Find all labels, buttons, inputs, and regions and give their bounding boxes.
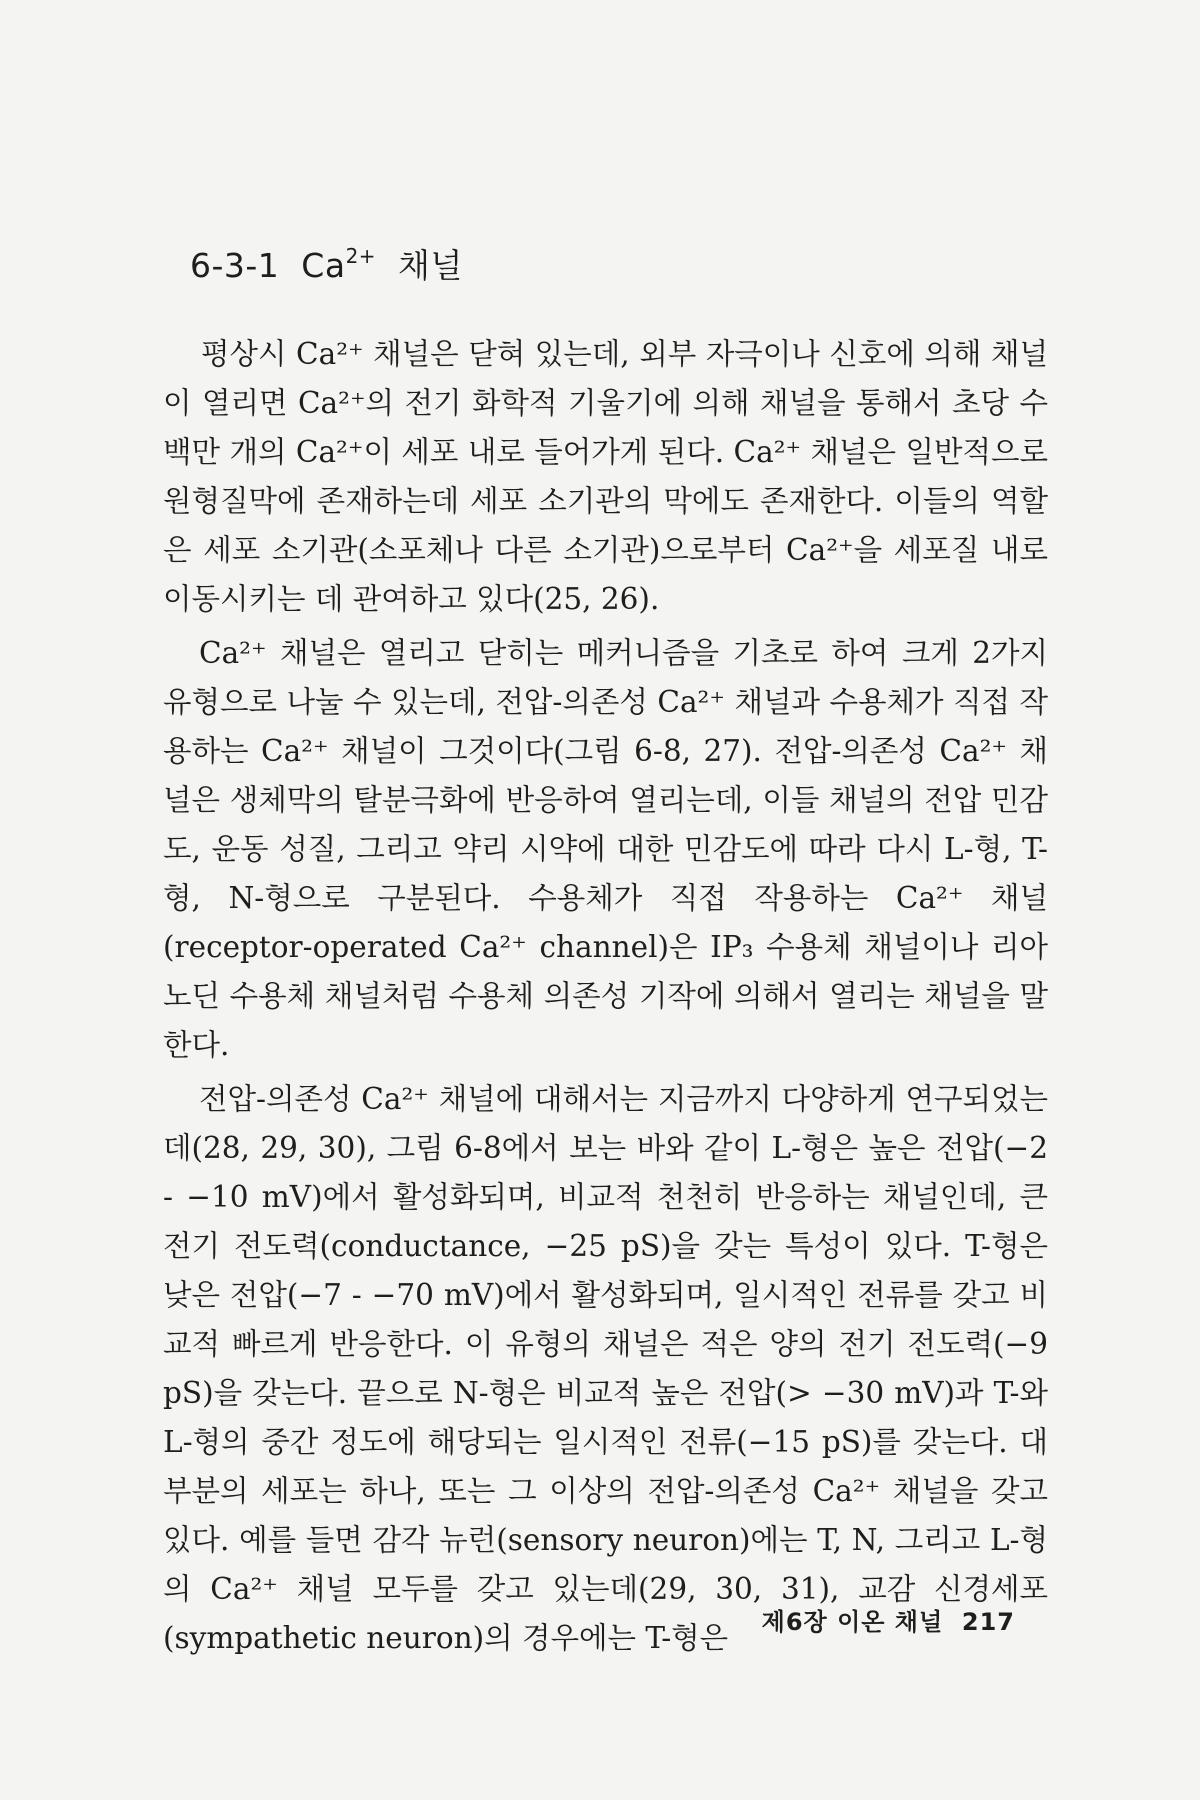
section-heading: [190, 240, 463, 287]
section-number: 6-3-1: [190, 246, 280, 285]
body-text: [163, 330, 1048, 1663]
chapter-label: 제6장 이온 채널: [761, 1608, 944, 1636]
page-number: 217: [961, 1608, 1015, 1636]
section-title-superscript: 2+: [345, 244, 377, 268]
section-title-ca: Ca: [301, 246, 346, 285]
paragraph-2: Ca²⁺ 채널은 열리고 닫히는 메커니즘을 기초로 하여 크게 2가지 유형으로 나눌 수 있는데, 전압-의존성 Ca²⁺ 채널과 수용체가 직접 작용하는 Ca²⁺ 채널이 그것이다(그림 6-8, 27). 전압-의존성 Ca²⁺ 채널은 생체막의 탈분극화에 반응하여 열리는데, 이들 채널의 전압 민감도, 운동 성질, 그리고 약리 시약에 대한 민감도에 따라 다시 L-형, T-형, N-형으로 구분된다. 수용체가 직접 작용하는 Ca²⁺ 채널(receptor-operated Ca²⁺ channel)은 IP₃ 수용체 채널이나 리아노딘 수용체 채널처럼 수용체 의존성 기작에 의해서 열리는 채널을 말한다.: [163, 636, 1048, 1062]
paragraph-3: 전압-의존성 Ca²⁺ 채널에 대해서는 지금까지 다양하게 연구되었는데(28, 29, 30), 그림 6-8에서 보는 바와 같이 L-형은 높은 전압(−2 - −10 mV)에서 활성화되며, 비교적 천천히 반응하는 채널인데, 큰 전기 전도력(conductance, −25 pS)을 갖는 특성이 있다. T-형은 낮은 전압(−7 - −70 mV)에서 활성화되며, 일시적인 전류를 갖고 비교적 빠르게 반응한다. 이 유형의 채널은 적은 양의 전기 전도력(−9 pS)을 갖는다. 끝으로 N-형은 비교적 높은 전압(> −30 mV)과 T-와 L-형의 중간 정도에 해당되는 일시적인 전류(−15 pS)를 갖는다. 대부분의 세포는 하나, 또는 그 이상의 전압-의존성 Ca²⁺ 채널을 갖고 있다. 예를 들면 감각 뉴런(sensory neuron)에는 T, N, 그리고 L-형의 Ca²⁺ 채널 모두를 갖고 있는데(29, 30, 31), 교감 신경세포(sympathetic neuron)의 경우에는 T-형은: [163, 1082, 1048, 1655]
paragraph-1: 평상시 Ca²⁺ 채널은 닫혀 있는데, 외부 자극이나 신호에 의해 채널이 열리면 Ca²⁺의 전기 화학적 기울기에 의해 채널을 통해서 초당 수 백만 개의 Ca²⁺이 세포 내로 들어가게 된다. Ca²⁺ 채널은 일반적으로 원형질막에 존재하는데 세포 소기관의 막에도 존재한다. 이들의 역할은 세포 소기관(소포체나 다른 소기관)으로부터 Ca²⁺을 세포질 내로 이동시키는 데 관여하고 있다(25, 26).: [163, 337, 1048, 616]
section-title-rest: 채널: [398, 246, 463, 285]
page-footer: [762, 1602, 1015, 1637]
